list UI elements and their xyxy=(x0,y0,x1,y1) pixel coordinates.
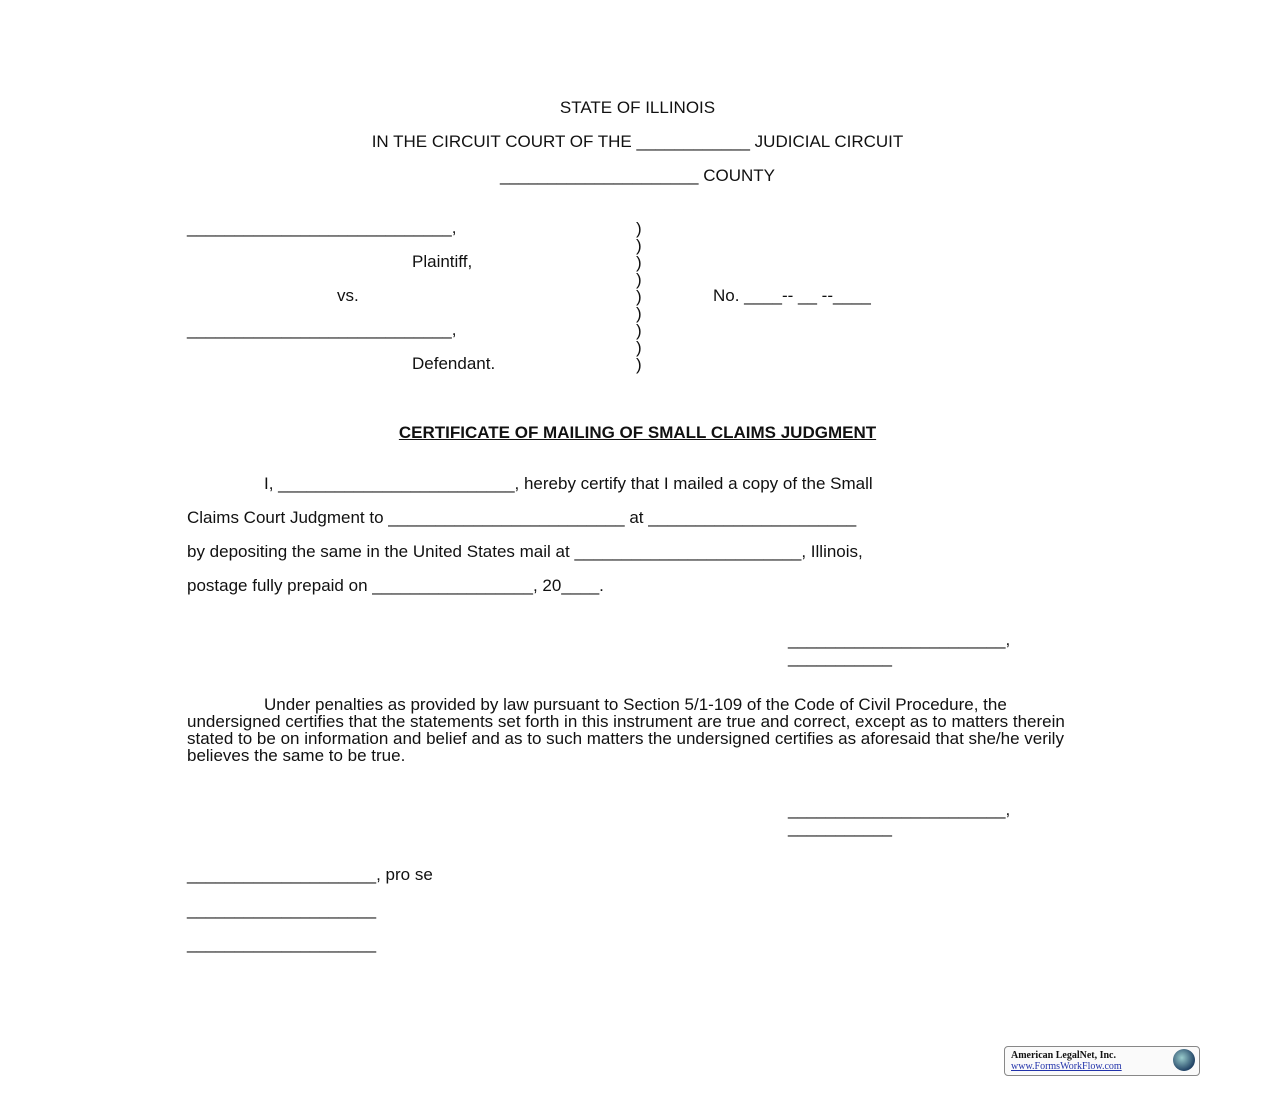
defendant-name-blank: ____________________________, xyxy=(187,320,457,339)
logo-url-link[interactable]: www.FormsWorkFlow.com xyxy=(1011,1061,1122,1072)
signature-1-subline: ___________ xyxy=(788,648,893,667)
address-line-2: ____________________ xyxy=(187,934,377,953)
defendant-label: Defendant. xyxy=(412,354,496,373)
document-title: CERTIFICATE OF MAILING OF SMALL CLAIMS JUDGMENT xyxy=(398,423,877,442)
court-heading: IN THE CIRCUIT COURT OF THE ____________ JUDICIAL CIRCUIT xyxy=(371,132,904,151)
case-number: No. ____-- __ --____ xyxy=(713,286,871,305)
signature-2-subline: ___________ xyxy=(788,818,893,837)
american-legalnet-logo xyxy=(1004,1046,1200,1076)
plaintiff-label: Plaintiff, xyxy=(412,252,473,271)
signature-1-line: _______________________, xyxy=(788,630,1011,649)
logo-company: American LegalNet, Inc. xyxy=(1011,1050,1116,1061)
pro-se-line: ____________________, pro se xyxy=(187,865,433,884)
vs-label: vs. xyxy=(337,286,359,305)
signature-2-line: _______________________, xyxy=(788,800,1011,819)
body-line-4: postage fully prepaid on _________________, 20____. xyxy=(187,576,604,595)
globe-icon xyxy=(1173,1049,1195,1071)
address-line-1: ____________________ xyxy=(187,900,377,919)
caption-parentheses: ) ) ) ) ) ) ) ) ) xyxy=(636,219,642,374)
body-line-1: I, _________________________, hereby certify that I mailed a copy of the Small xyxy=(264,474,873,493)
state-heading: STATE OF ILLINOIS xyxy=(559,98,716,117)
body-line-2: Claims Court Judgment to _________________________ at ______________________ xyxy=(187,508,857,527)
county-heading: _____________________ COUNTY xyxy=(499,166,776,185)
plaintiff-name-blank: ____________________________, xyxy=(187,218,457,237)
verification-paragraph: Under penalties as provided by law pursuant to Section 5/1-109 of the Code of Civil Procedure, the undersigned certifies that the statements set forth in this instrument are true and correct, except as to matters therein stated to be on information and belief and as to such matters the undersigned certifies as aforesaid that she/he verily believes the same to be true. xyxy=(187,695,1065,765)
body-line-3: by depositing the same in the United States mail at ________________________, Illinois, xyxy=(187,542,863,561)
